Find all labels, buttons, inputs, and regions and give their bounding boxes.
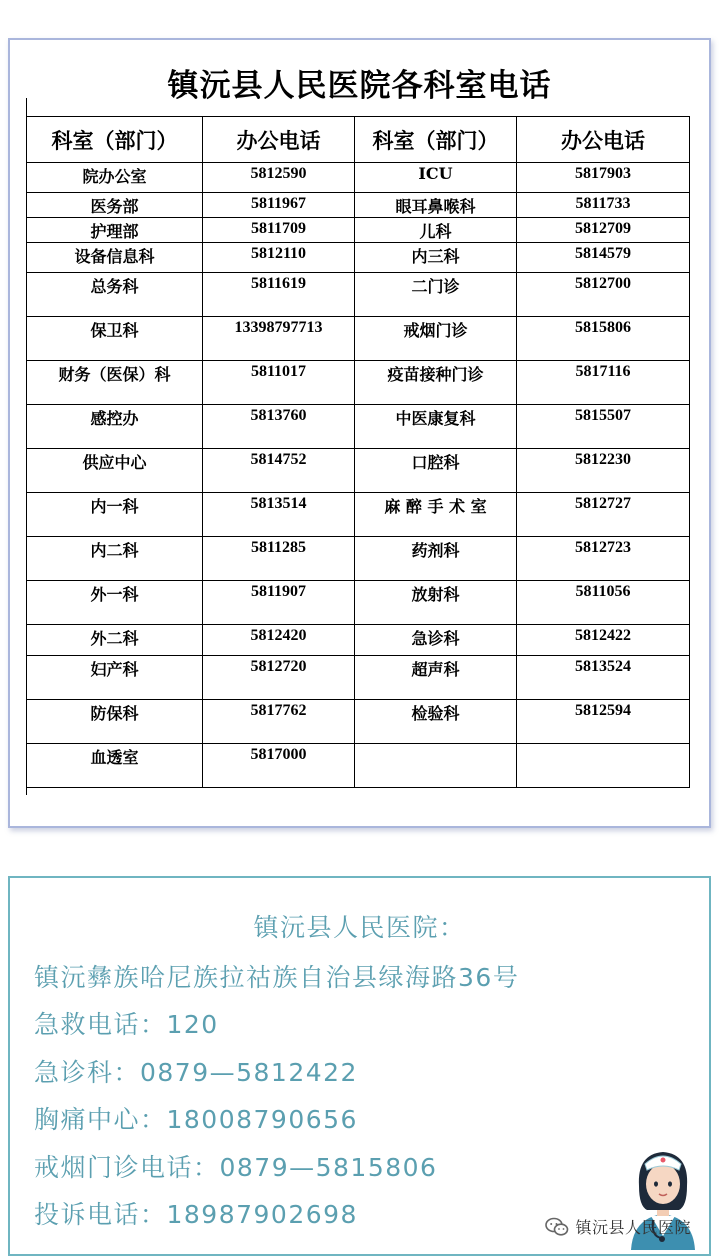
phone-cell: 5811285 [203, 537, 355, 581]
phone-cell: 5817116 [517, 361, 690, 405]
table-container [26, 98, 702, 795]
phone-cell: 5812590 [203, 163, 355, 193]
info-address: 镇沅彝族哈尼族拉祜族自治县绿海路36号 [34, 963, 520, 992]
dept-cell: 内三科 [355, 243, 517, 273]
phone-cell: 5811967 [203, 193, 355, 218]
dept-cell: 中医康复科 [355, 405, 517, 449]
phone-cell: 5812700 [517, 273, 690, 317]
table-row [27, 193, 690, 218]
info-er-phone: 急诊科：0879—5812422 [34, 1058, 358, 1087]
dept-cell: 内二科 [27, 537, 203, 581]
table-row [27, 361, 690, 405]
dept-cell: 外二科 [27, 625, 203, 656]
phone-cell [517, 744, 690, 788]
header-phone-2: 办公电话 [517, 117, 690, 163]
phone-table [26, 116, 690, 788]
dept-cell: 放射科 [355, 581, 517, 625]
dept-cell: 院办公室 [27, 163, 203, 193]
dept-cell: 血透室 [27, 744, 203, 788]
phone-cell: 5811017 [203, 361, 355, 405]
table-body [27, 163, 690, 788]
table-row [27, 449, 690, 493]
dept-cell: 眼耳鼻喉科 [355, 193, 517, 218]
info-smoking-phone: 戒烟门诊电话：0879—5815806 [34, 1153, 438, 1182]
dept-cell: 防保科 [27, 700, 203, 744]
dept-cell: 设备信息科 [27, 243, 203, 273]
dept-cell: 总务科 [27, 273, 203, 317]
dept-cell: 保卫科 [27, 317, 203, 361]
phone-cell: 5817762 [203, 700, 355, 744]
phone-cell: 5812709 [517, 218, 690, 243]
dept-cell: 外一科 [27, 581, 203, 625]
table-row [27, 218, 690, 243]
phone-cell: 5814752 [203, 449, 355, 493]
table-row [27, 744, 690, 788]
dept-cell [355, 744, 517, 788]
dept-cell: 妇产科 [27, 656, 203, 700]
phone-cell: 5815507 [517, 405, 690, 449]
dept-cell: 感控办 [27, 405, 203, 449]
phone-cell: 5812230 [517, 449, 690, 493]
dept-cell: 超声科 [355, 656, 517, 700]
table-row [27, 317, 690, 361]
phone-cell: 5811056 [517, 581, 690, 625]
phone-cell: 5813514 [203, 493, 355, 537]
table-row [27, 273, 690, 317]
phone-cell: 5812720 [203, 656, 355, 700]
table-row [27, 405, 690, 449]
header-dept-1: 科室（部门） [27, 117, 203, 163]
dept-cell: 医务部 [27, 193, 203, 218]
info-complaint-phone: 投诉电话：18987902698 [34, 1200, 358, 1229]
dept-cell: 护理部 [27, 218, 203, 243]
watermark-text: 镇沅县人民医院 [575, 1218, 691, 1237]
phone-cell: 5814579 [517, 243, 690, 273]
table-header-row [27, 117, 690, 163]
dept-cell: 药剂科 [355, 537, 517, 581]
table-row [27, 163, 690, 193]
phone-cell: 5811733 [517, 193, 690, 218]
phone-cell: 5812723 [517, 537, 690, 581]
info-title: 镇沅县人民医院： [253, 913, 466, 942]
dept-cell: 二门诊 [355, 273, 517, 317]
dept-cell: 检验科 [355, 700, 517, 744]
dept-cell: 财务（医保）科 [27, 361, 203, 405]
info-chest-pain-phone: 胸痛中心：18008790656 [34, 1105, 358, 1134]
dept-cell: 急诊科 [355, 625, 517, 656]
table-row [27, 625, 690, 656]
table-row [27, 537, 690, 581]
table-row [27, 700, 690, 744]
phone-cell: 5811907 [203, 581, 355, 625]
phone-cell: 5811619 [203, 273, 355, 317]
wechat-icon [545, 1217, 569, 1237]
dept-cell: 戒烟门诊 [355, 317, 517, 361]
dept-cell: 供应中心 [27, 449, 203, 493]
phone-cell: 5812420 [203, 625, 355, 656]
table-row [27, 493, 690, 537]
table-row [27, 581, 690, 625]
document-title: 镇沅县人民医院各科室电话 [167, 68, 552, 104]
phone-cell: 5812110 [203, 243, 355, 273]
phone-directory-card [8, 38, 711, 828]
dept-cell: 口腔科 [355, 449, 517, 493]
phone-cell: 5812727 [517, 493, 690, 537]
dept-cell: 内一科 [27, 493, 203, 537]
phone-cell: 5815806 [517, 317, 690, 361]
dept-cell: 麻 醉 手 术 室 [355, 493, 517, 537]
phone-cell: 5811709 [203, 218, 355, 243]
phone-cell: 5813524 [517, 656, 690, 700]
phone-cell: 5812422 [517, 625, 690, 656]
phone-cell: 5813760 [203, 405, 355, 449]
dept-cell: ICU [355, 163, 517, 193]
dept-cell: 疫苗接种门诊 [355, 361, 517, 405]
dept-cell: 儿科 [355, 218, 517, 243]
phone-cell: 13398797713 [203, 317, 355, 361]
phone-cell: 5812594 [517, 700, 690, 744]
phone-cell: 5817000 [203, 744, 355, 788]
hospital-info-card [8, 876, 711, 1256]
phone-cell: 5817903 [517, 163, 690, 193]
header-phone-1: 办公电话 [203, 117, 355, 163]
header-dept-2: 科室（部门） [355, 117, 517, 163]
info-emergency-phone: 急救电话：120 [34, 1010, 219, 1039]
table-row [27, 243, 690, 273]
account-watermark [545, 1215, 691, 1238]
table-row [27, 656, 690, 700]
